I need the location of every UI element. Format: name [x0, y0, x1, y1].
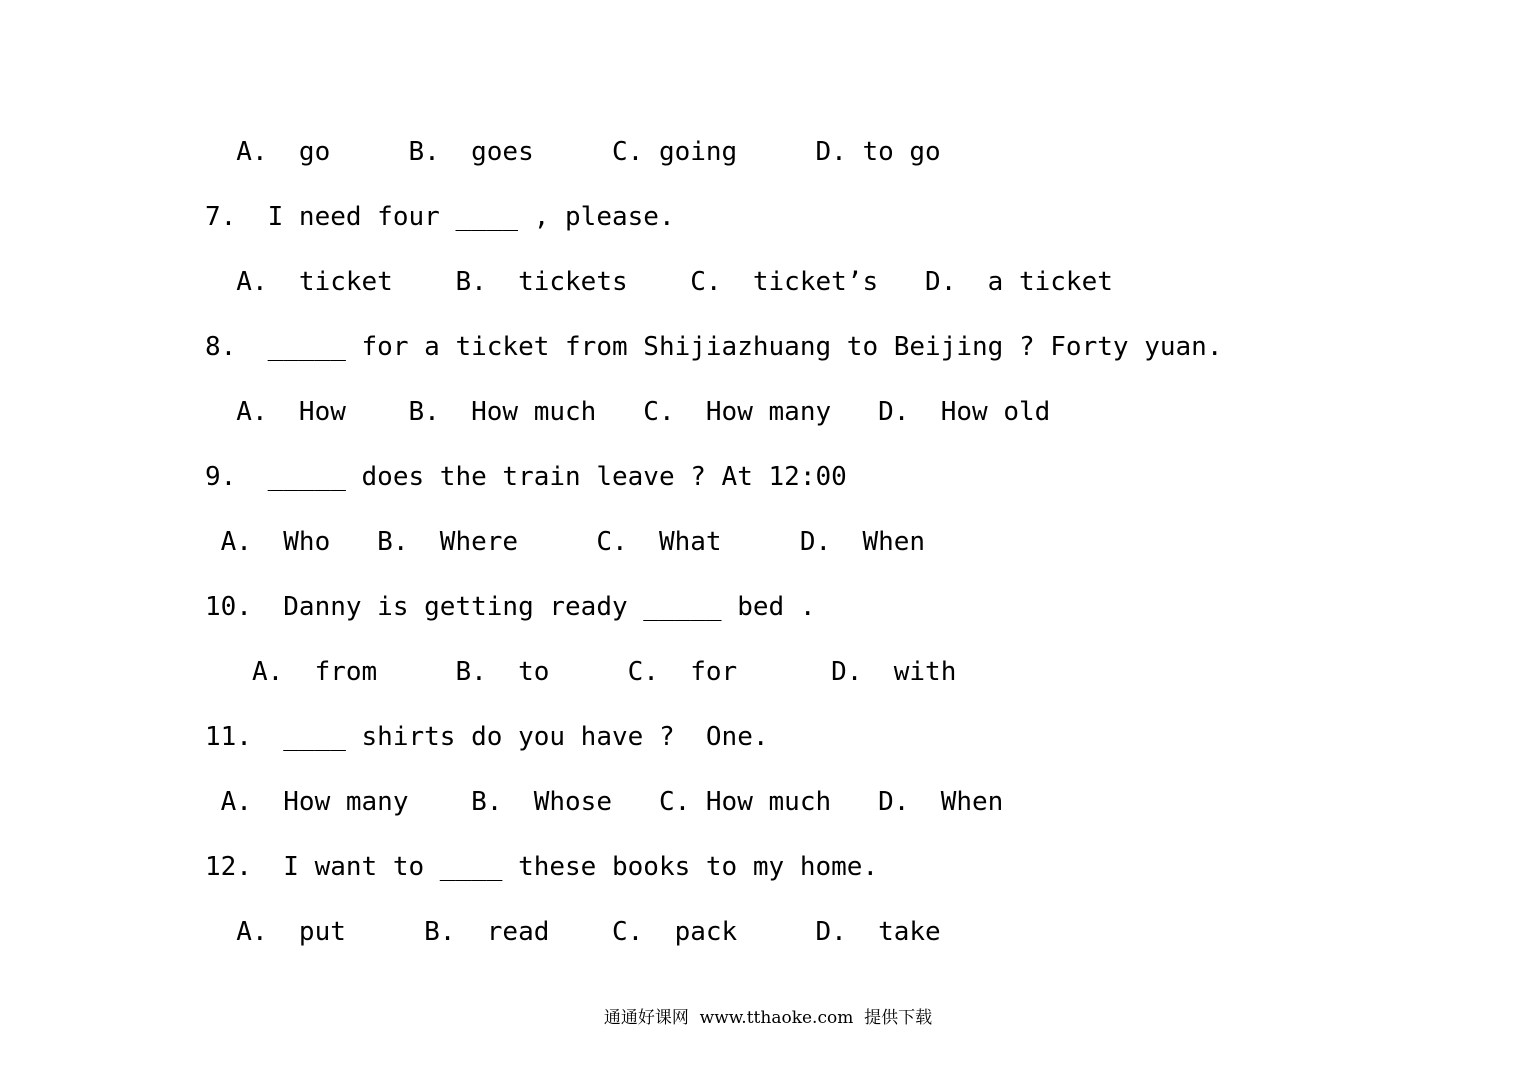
q11-question: 11. ____ shirts do you have ? One.: [205, 722, 769, 752]
q6-options: A. go B. goes C. going D. to go: [205, 137, 941, 167]
q12-options: A. put B. read C. pack D. take: [205, 917, 941, 947]
q7-question: 7. I need four ____ , please.: [205, 202, 675, 232]
q12-question: 12. I want to ____ these books to my home.: [205, 852, 879, 882]
q8-question: 8. _____ for a ticket from Shijiazhuang to Beijing ? Forty yuan.: [205, 332, 1223, 362]
q11-options: A. How many B. Whose C. How much D. When: [205, 787, 1004, 817]
page-footer: 通通好课网 www.tthaoke.com 提供下载: [603, 1008, 933, 1028]
q8-options: A. How B. How much C. How many D. How old: [205, 397, 1051, 427]
q10-question: 10. Danny is getting ready _____ bed .: [205, 592, 816, 622]
q9-options: A. Who B. Where C. What D. When: [205, 527, 926, 557]
q9-question: 9. _____ does the train leave ? At 12:00: [205, 462, 847, 492]
q10-options: A. from B. to C. for D. with: [205, 657, 957, 687]
q7-options: A. ticket B. tickets C. ticket’s D. a ticket: [205, 267, 1113, 297]
